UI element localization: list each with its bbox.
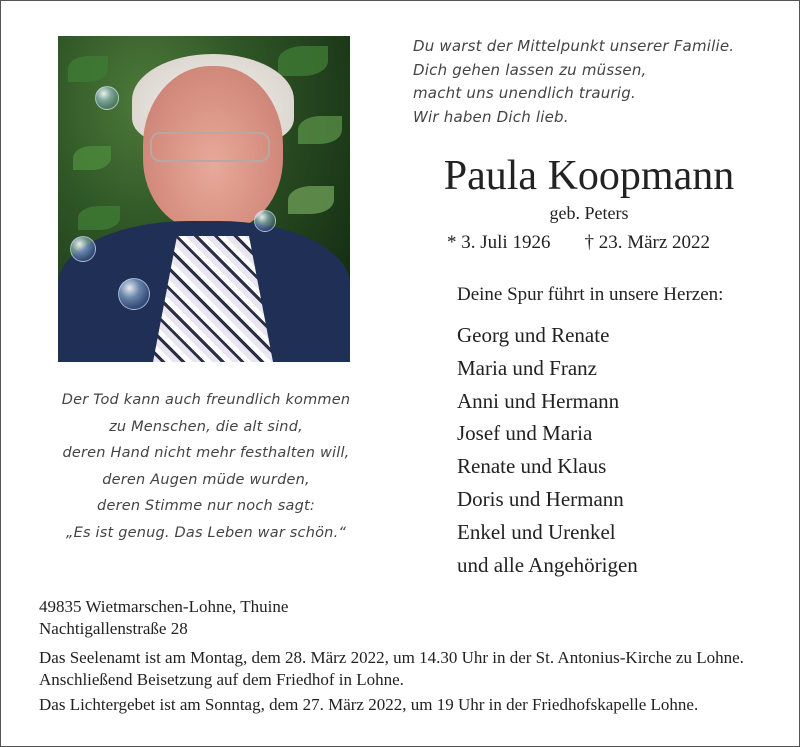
mourners-intro: Deine Spur führt in unsere Herzen: [457, 284, 724, 305]
address-block [39, 596, 288, 640]
service-notice [39, 647, 779, 716]
life-dates [447, 232, 710, 254]
death-date: † 23. März 2022 [584, 232, 711, 253]
verse-top [413, 35, 734, 129]
requiem-notice: Das Seelenamt ist am Montag, dem 28. März 2022, um 14.30 Uhr in der St. Antonius-Kirche zu Lohne. Anschließend Beisetzung auf dem Friedhof in Lohne. [39, 648, 744, 689]
mourner-entry: und alle Angehörigen [457, 552, 638, 577]
mourner-entry: Enkel und Urenkel [457, 519, 616, 544]
vigil-notice: Das Lichtergebet ist am Sonntag, dem 27. März 2022, um 19 Uhr in der Friedhofskapelle Lohne. [39, 695, 699, 714]
birth-date: * 3. Juli 1926 [447, 232, 551, 253]
address-street: Nachtigallenstraße 28 [39, 619, 188, 638]
verse-bottom-line: deren Augen müde wurden, [102, 471, 310, 488]
verse-top-line: macht uns unendlich traurig. [413, 84, 636, 102]
mourners-list [457, 319, 638, 581]
deceased-name: Paula Koopmann [443, 153, 735, 199]
verse-bottom-line: zu Menschen, die alt sind, [109, 418, 303, 435]
mourner-entry: Anni und Hermann [457, 388, 620, 413]
verse-bottom-line: Der Tod kann auch freundlich kommen [61, 392, 351, 408]
mourner-entry: Doris und Hermann [457, 486, 624, 511]
mourner-entry: Maria und Franz [457, 355, 597, 380]
address-city: 49835 Wietmarschen-Lohne, Thuine [39, 597, 289, 616]
verse-bottom-line: deren Stimme nur noch sagt: [97, 498, 315, 514]
mourner-entry: Josef und Maria [457, 421, 593, 446]
verse-bottom [31, 387, 381, 546]
verse-bottom-line: „Es ist genug. Das Leben war schön.“ [65, 524, 347, 541]
verse-bottom-line: deren Hand nicht mehr festhalten will, [62, 445, 350, 461]
mourner-entry: Renate und Klaus [457, 454, 607, 479]
verse-top-line: Du warst der Mittelpunkt unserer Familie. [413, 37, 735, 55]
mourner-entry: Georg und Renate [457, 323, 610, 347]
verse-top-line: Wir haben Dich lieb. [413, 107, 569, 126]
maiden-name: geb. Peters [549, 203, 629, 223]
verse-top-line: Dich gehen lassen zu müssen, [413, 60, 647, 79]
deceased-name-row [1, 151, 799, 201]
